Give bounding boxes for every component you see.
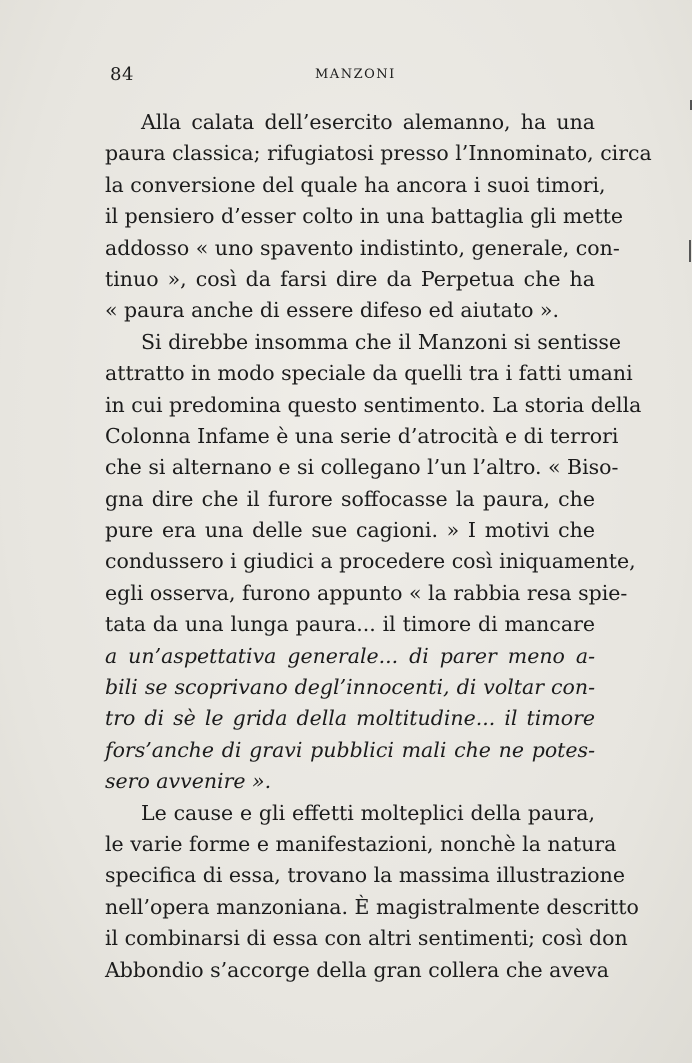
- text-line: il pensiero d’esser colto in una battaglia gli mette: [105, 204, 624, 229]
- text-line: « paura anche di essere difeso ed aiutato ».: [105, 298, 559, 323]
- text-line: Si direbbe insomma che il Manzoni si sentisse: [141, 329, 622, 354]
- running-title: MANZONI: [315, 67, 396, 82]
- text-line: in cui predomina questo sentimento. La storia della: [105, 392, 642, 417]
- text-line: attratto in modo speciale da quelli tra i fatti umani: [105, 361, 633, 386]
- text-line: tinuo », così da farsi dire da Perpetua che ha: [105, 266, 595, 291]
- text-line: specifica di essa, trovano la massima illustrazione: [105, 863, 625, 888]
- text-line-italic: tro di sè le grida della moltitudine... il timore: [105, 706, 595, 731]
- page-number: 84: [110, 64, 134, 85]
- text-line: Alla calata dell’esercito alemanno, ha una: [141, 110, 595, 134]
- text-line: la conversione del quale ha ancora i suoi timori,: [105, 172, 606, 197]
- text-line: pure era una delle sue cagioni. » I motivi che: [105, 518, 595, 543]
- text-line: condussero i giudici a procedere così iniquamente,: [105, 549, 636, 574]
- text-line: le varie forme e manifestazioni, nonchè la natura: [105, 831, 617, 856]
- margin-mark: [689, 240, 691, 262]
- page-header: [110, 64, 600, 88]
- text-line: tata da una lunga paura... il timore di mancare: [105, 612, 595, 637]
- text-line: il combinarsi di essa con altri sentimenti; così don: [105, 926, 628, 951]
- text-line: addosso « uno spavento indistinto, generale, con-: [105, 235, 620, 260]
- text-line: Colonna Infame è una serie d’atrocità e di terrori: [105, 423, 619, 448]
- body-text: [105, 107, 652, 986]
- text-line: egli osserva, furono appunto « la rabbia resa spie-: [105, 580, 628, 605]
- text-line-italic: a un’aspettativa generale... di parer meno a-: [105, 643, 595, 668]
- text-line: Le cause e gli effetti molteplici della paura,: [141, 800, 595, 825]
- text-line: Abbondio s’accorge della gran collera che aveva: [105, 957, 609, 982]
- text-line: nell’opera manzoniana. È magistralmente descritto: [105, 894, 639, 919]
- text-line-italic: bili se scoprivano degl’innocenti, di voltar con-: [105, 675, 595, 700]
- text-line: che si alternano e si collegano l’un l’altro. « Biso-: [105, 455, 619, 480]
- text-line: paura classica; rifugiatosi presso l’Innominato, circa: [105, 141, 652, 166]
- text-line-italic: fors’anche di gravi pubblici mali che ne potes-: [105, 737, 595, 762]
- text-line: gna dire che il furore soffocasse la paura, che: [105, 486, 595, 511]
- text-line-italic: sero avvenire ».: [105, 769, 272, 794]
